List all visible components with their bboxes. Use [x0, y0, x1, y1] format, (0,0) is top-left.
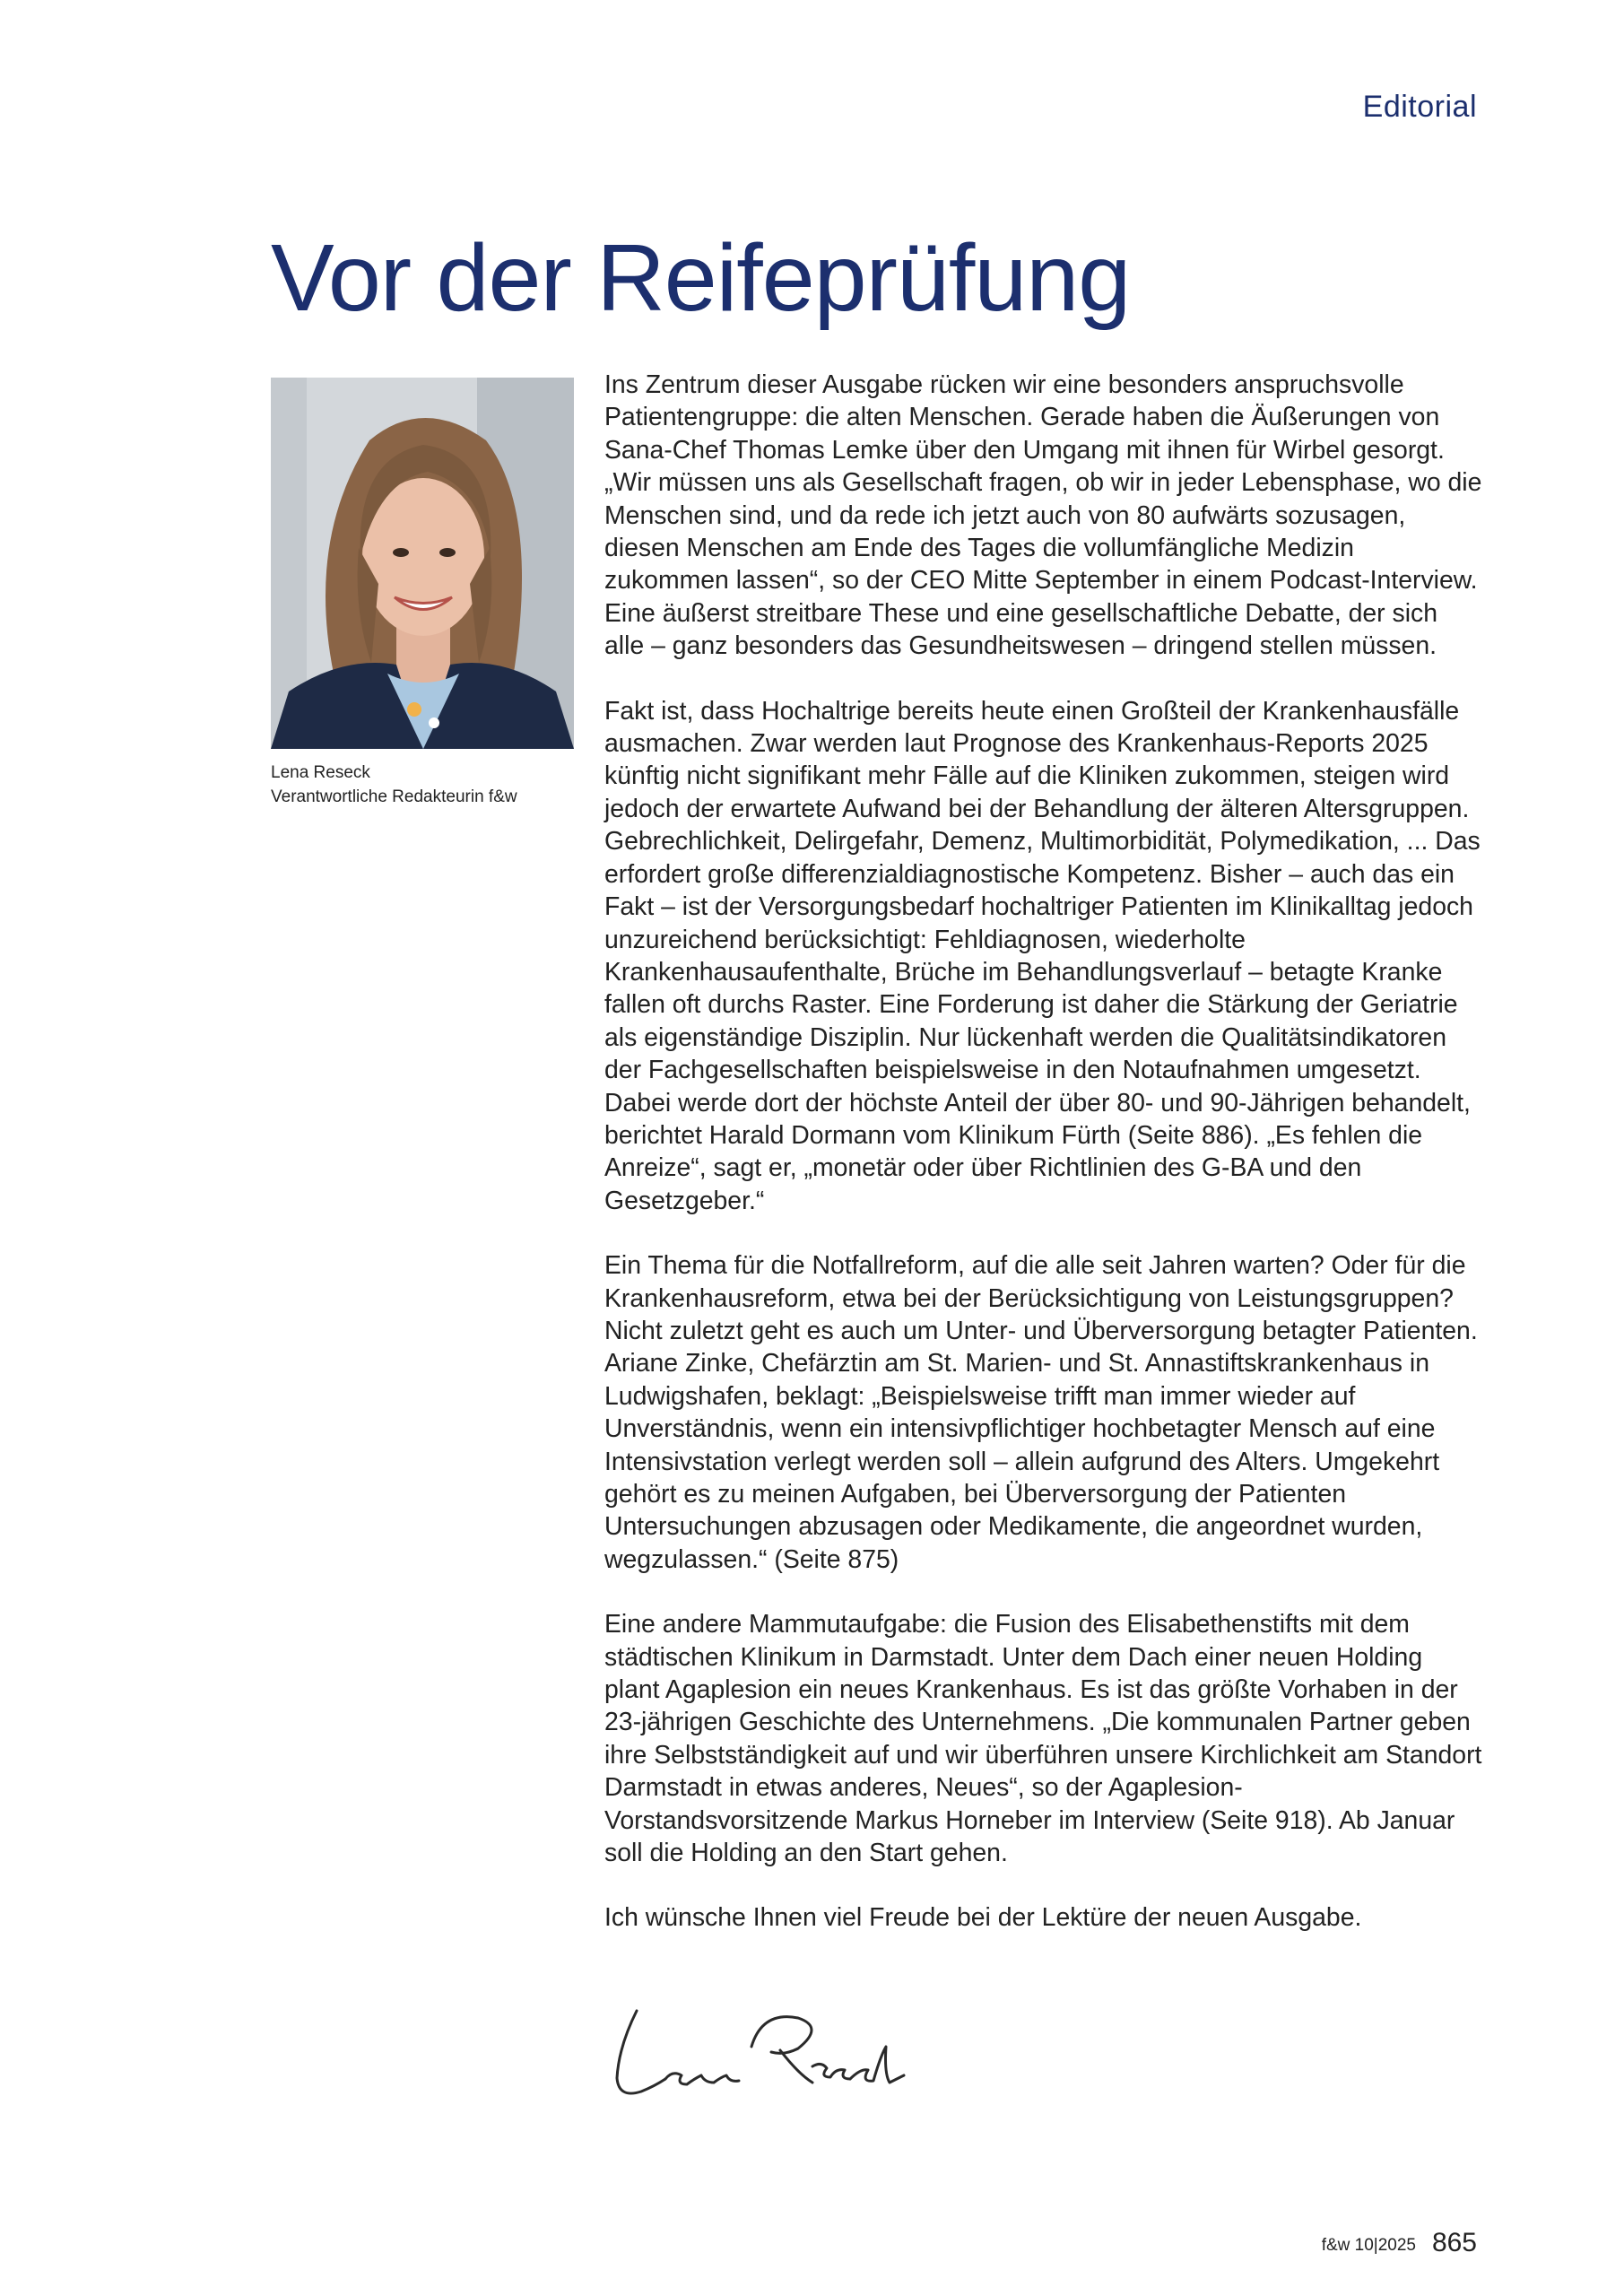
magazine-issue: f&w 10|2025: [1321, 2236, 1416, 2255]
article-body: [604, 369, 1483, 1967]
page-number: 865: [1431, 2228, 1477, 2257]
article-paragraph: Fakt ist, dass Hochaltrige bereits heute einen Großteil der Krankenhausfälle ausmachen. Zwar werden laut Prognose des Krankenhaus-Reports 2025 künftig nicht signifikant mehr Fälle auf die Kliniken zukommen, steigen wird jedoch der erwartete Aufwand bei der Behandlung der älteren Altersgruppen. Gebrechlichkeit, Delirgefahr, Demenz, Multimorbidität, Polymedikation, ... Das erfordert große differenzialdiagnostische Kompetenz. Bisher – auch das ein Fakt – ist der Versorgungsbedarf hochaltriger Patienten im Klinikalltag jedoch unzureichend berücksichtigt: Fehldiagnosen, wiederholte Krankenhausaufenthalte, Brüche im Behandlungsverlauf – betagte Kranke fallen oft durchs Raster. Eine Forderung ist daher die Stärkung der Geriatrie als eigenständige Disziplin. Nur lückenhaft werden die Qualitätsindikatoren der Fachgesellschaften beispielsweise in den Notaufnahmen umgesetzt. Dabei werde dort der höchste Anteil der über 80- und 90-Jährigen behandelt, berichtet Harald Dormann vom Klinikum Fürth (Seite 886). „Es fehlen die Anreize“, sagt er, „monetär oder über Richtlinien des G-BA und den Gesetzgeber.“: [604, 696, 1481, 1215]
author-role: Verantwortliche Redakteurin f&w: [271, 787, 517, 806]
author-portrait-illustration: [271, 378, 574, 749]
article-paragraph: Ins Zentrum dieser Ausgabe rücken wir eine besonders anspruchsvolle Patientengruppe: die alten Menschen. Gerade haben die Äußerungen von Sana-Chef Thomas Lemke über den Umgang mit ihnen für Wirbel gesorgt. „Wir müssen uns als Gesellschaft fragen, ob wir in jeder Lebensphase, wo die Menschen sind, und da rede ich jetzt auch von 80 aufwärts sozusagen, diesen Menschen am Ende des Tages die vollumfängliche Medizin zukommen lassen“, so der CEO Mitte September in einem Podcast-Interview. Eine äußerst streitbare These und eine gesellschaftliche Debatte, der sich alle – ganz besonders das Gesundheitswesen – dringend stellen müssen.: [604, 370, 1482, 661]
section-label: Editorial: [1362, 90, 1477, 124]
article-paragraph: Ich wünsche Ihnen viel Freude bei der Lektüre der neuen Ausgabe.: [604, 1903, 1362, 1933]
article-paragraph: Ein Thema für die Notfallreform, auf die alle seit Jahren warten? Oder für die Krankenhausreform, etwa bei der Berücksichtigung von Leistungsgruppen? Nicht zuletzt geht es auch um Unter- und Überversorgung betagter Patienten. Ariane Zinke, Chefärztin am St. Marien- und St. Annastiftskrankenhaus in Ludwigshafen, beklagt: „Beispielsweise trifft man immer wieder auf Unverständnis, wenn ein intensivpflichtiger hochbetagter Mensch auf eine Intensivstation verlegt werden soll – allein aufgrund des Alters. Umgekehrt gehört es zu meinen Aufgaben, bei Überversorgung der Patienten Untersuchungen abzusagen oder Medikamente, die angeordnet wurden, wegzulassen.“ (Seite 875): [604, 1251, 1478, 1574]
author-name: Lena Reseck: [271, 763, 370, 782]
photo-caption: [271, 761, 517, 809]
author-photo: [271, 378, 574, 749]
signature-stroke: [601, 1993, 924, 2109]
article-paragraph: Eine andere Mammutaufgabe: die Fusion des Elisabethenstifts mit dem städtischen Klinikum in Darmstadt. Unter dem Dach einer neuen Holding plant Agaplesion ein neues Krankenhaus. Es ist das größte Vorhaben in der 23-jährigen Geschichte des Unternehmens. „Die kommunalen Partner geben ihre Selbstständigkeit auf und wir überführen unsere Kirchlichkeit am Standort Darmstadt in etwas anderes, Neues“, so der Agaplesion-Vorstandsvorsitzende Markus Horneber im Interview (Seite 918). Ab Januar soll die Holding an den Start gehen.: [604, 1610, 1482, 1868]
author-signature: [601, 1993, 924, 2109]
article-title: Vor der Reifeprüfung: [271, 225, 1131, 331]
